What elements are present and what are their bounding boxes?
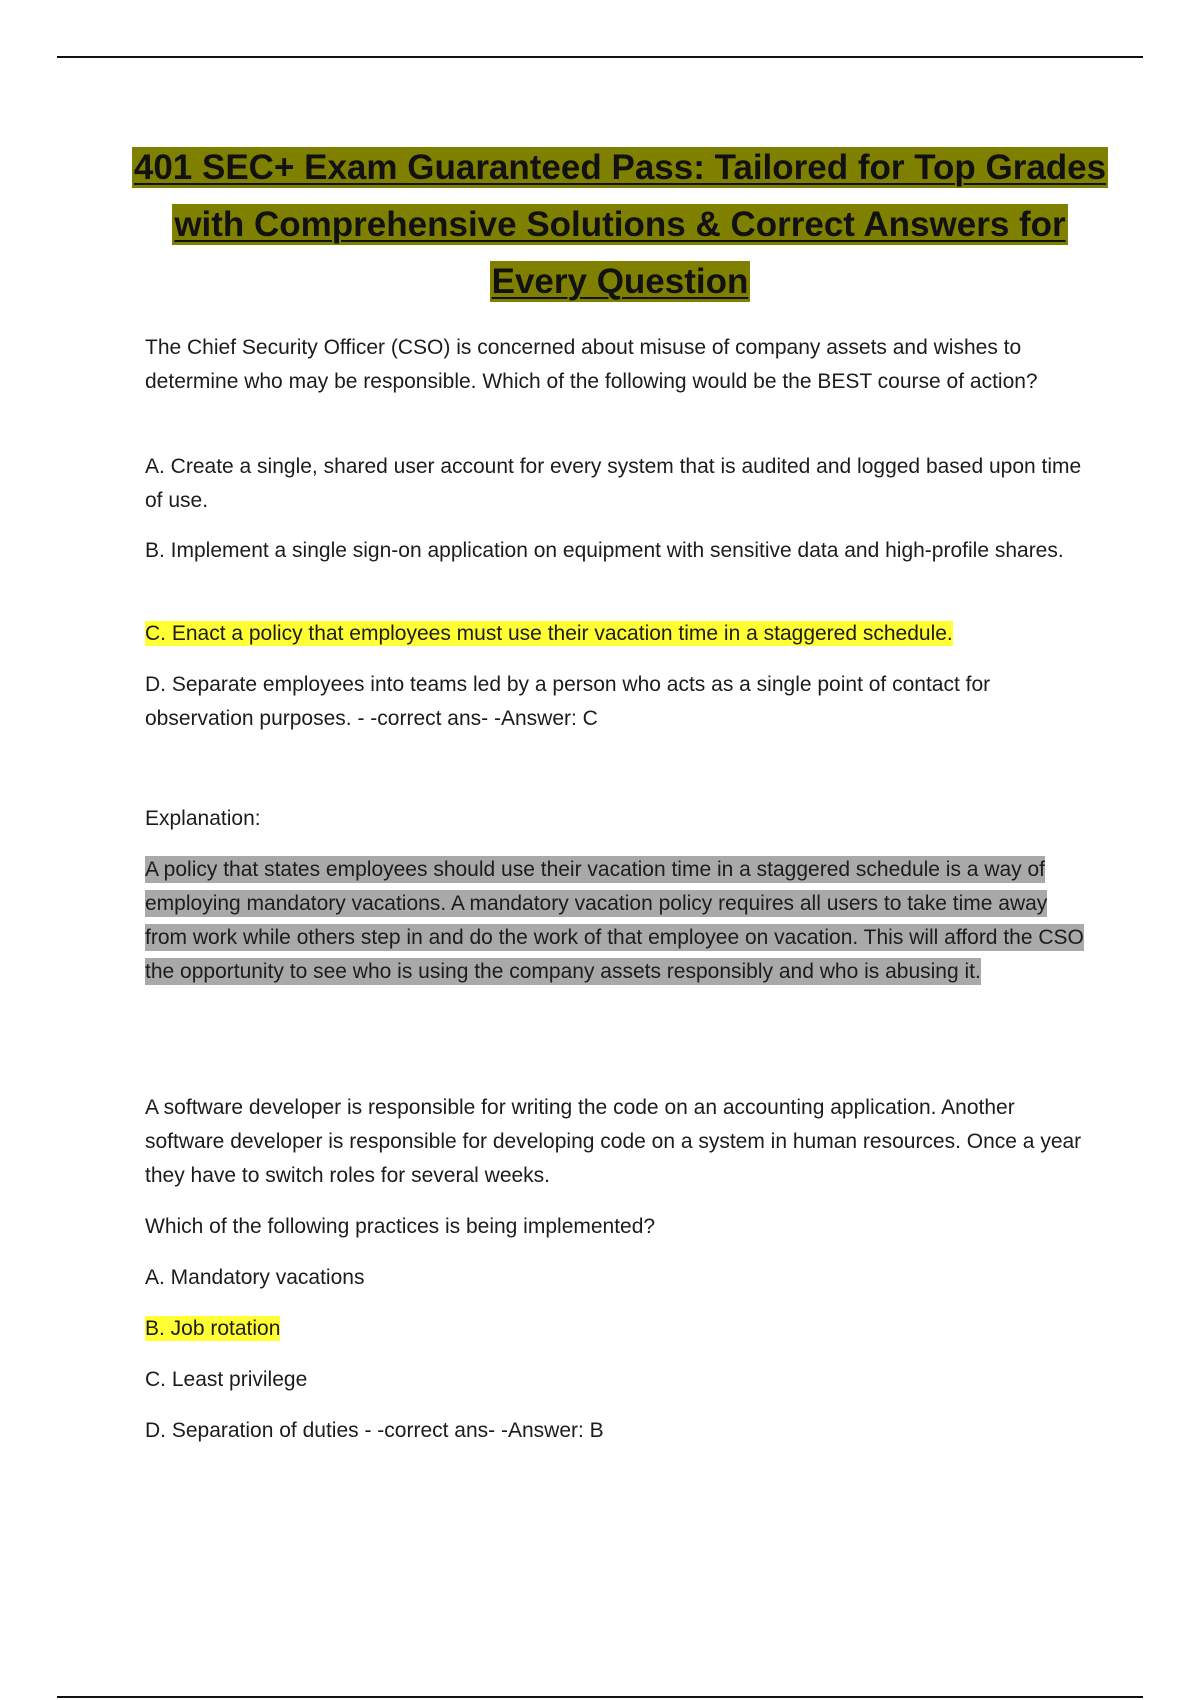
question-2-option-d: D. Separation of duties - -correct ans- -Answer: B xyxy=(145,1419,604,1442)
question-1-option-d: D. Separate employees into teams led by a person who acts as a single point of contact for observation purposes. - -correct ans- -Answer: C xyxy=(145,673,991,730)
bottom-divider xyxy=(57,1696,1143,1698)
explanation-text xyxy=(145,853,1090,989)
page-title-text: 401 SEC+ Exam Guaranteed Pass: Tailored for Top Grades with Comprehensive Solutions & Correct Answers for Every Question xyxy=(133,148,1107,301)
question-1-option-a: A. Create a single, shared user account for every system that is audited and logged based upon time of use. xyxy=(145,455,1082,512)
question-1-stem: The Chief Security Officer (CSO) is concerned about misuse of company assets and wishes to determine who may be responsible. Which of the following would be the BEST course of action? xyxy=(145,336,1038,393)
question-2-prompt: Which of the following practices is being implemented? xyxy=(145,1215,656,1238)
question-1-option-c xyxy=(145,617,1090,651)
question-2-option-c: C. Least privilege xyxy=(145,1368,308,1391)
question-1-option-b: B. Implement a single sign-on application on equipment with sensitive data and high-profile shares. xyxy=(145,539,1064,562)
correct-answer-highlight: C. Enact a policy that employees must use their vacation time in a staggered schedule. xyxy=(145,622,953,645)
question-2-option-b xyxy=(145,1312,1090,1346)
correct-answer-highlight: B. Job rotation xyxy=(145,1317,281,1340)
question-2-option-a: A. Mandatory vacations xyxy=(145,1266,365,1289)
explanation-highlight: A policy that states employees should use their vacation time in a staggered schedule is a way of employing mandatory vacations. A mandatory vacation policy requires all users to take time away from work while others step in and do the work of that employee on vacation. This will afford the CSO the opportunity to see who is using the company assets responsibly and who is abusing it. xyxy=(145,858,1084,983)
page-title xyxy=(130,139,1110,310)
question-2-stem: A software developer is responsible for writing the code on an accounting application. Another software developer is responsible for developing code on a system in human resources. Once a year they have to switch roles for several weeks. xyxy=(145,1096,1082,1187)
explanation-label: Explanation: xyxy=(145,807,261,830)
top-divider xyxy=(57,56,1143,58)
